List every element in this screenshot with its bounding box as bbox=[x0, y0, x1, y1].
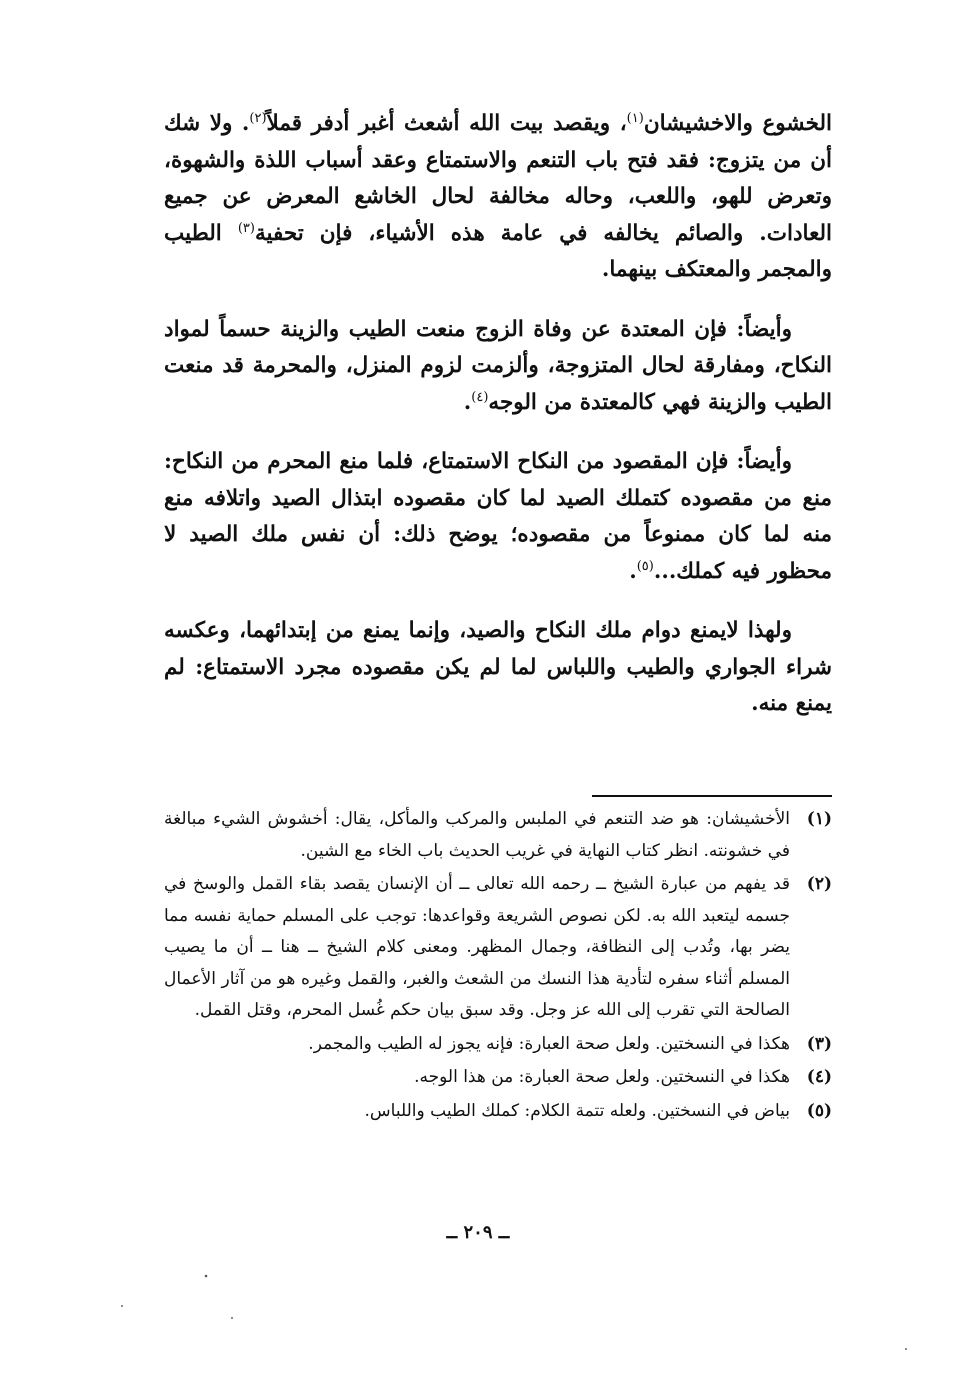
text-run: وأيضاً: فإن المعتدة عن وفاة الزوج منعت الطيب والزينة حسماً لمواد النكاح، ومفارقة لحال المتزوجة، وألزمت لزوم المنزل، والمحرمة قد منعت الطيب والزينة فهي كالمعتدة من الوجه bbox=[164, 316, 832, 415]
footnote-text: هكذا في النسختين. ولعل صحة العبارة: من هذا الوجه. bbox=[414, 1067, 790, 1087]
footnote-number: (٤) bbox=[806, 1067, 832, 1087]
footnote-ref-2: (٢) bbox=[249, 110, 267, 126]
footnote-number: (٣) bbox=[806, 1033, 832, 1054]
text-run: ، ويقصد بيت الله أشعث أغبر أدفر قملاً bbox=[266, 111, 627, 136]
footnote-text: الأخشيشان: هو ضد التنعم في الملبس والمركب والمأكل، يقال: أخشوش الشيء مبالغة في خشونته. انظر كتاب النهاية في غريب الحديث باب الخاء مع الشين. bbox=[164, 809, 790, 861]
text-run: الخشوع والاخشيشان bbox=[643, 111, 832, 136]
text-run: الطيب والمجمر والمعتكف بينهما. bbox=[164, 220, 832, 282]
footnote-text: قد يفهم من عبارة الشيخ ــ رحمه الله تعالى ــ أن الإنسان يقصد بقاء القمل والوسخ في جسمه ليتعبد الله به. لكن نصوص الشريعة وقواعدها: توجب على المسلم حماية نفسه مما يضر بها، وتُدب إلى النظافة، وجمال المظهر. ومعنى كلام الشيخ ــ هنا ــ أن ما يصيب المسلم أثناء سفره لتأدية هذا النسك من الشعث والغبر، والقمل وغيره هو من آثار الأعمال الصالحة التي تقرب إلى الله عز وجل. وقد سبق بيان حكم غُسل المحرم، وقتل القمل. bbox=[164, 874, 790, 1020]
text-run: ولهذا لايمنع دوام ملك النكاح والصيد، وإنما يمنع من إبتدائهما، وعكسه شراء الجواري والطيب واللباس لما لم يكن مقصوده مجرد الاستمتاع: لم يمنع منه. bbox=[164, 618, 832, 716]
footnote-ref-3: (٣) bbox=[237, 220, 255, 236]
footnote-text: هكذا في النسختين. ولعل صحة العبارة: فإنه يجوز له الطيب والمجمر. bbox=[308, 1033, 790, 1054]
footnote-number: (١) bbox=[806, 809, 832, 829]
text-run: . bbox=[463, 389, 472, 415]
footnote-ref-1: (١) bbox=[626, 110, 644, 126]
text-run: . bbox=[629, 558, 637, 584]
footnote-text: بياض في النسختين. ولعله تتمة الكلام: كملك الطيب واللباس. bbox=[364, 1100, 790, 1121]
footnote-ref-4: (٤) bbox=[471, 389, 489, 405]
text-run: . ولا شك أن من يتزوج: فقد فتح باب التنعم والاستمتاع وعقد أسباب اللذة والشهوة، وتعرض للهو، واللعب، وحاله مخالفة لحال الخاشع المعرض عن جميع العادات. والصائم يخالفه في عامة هذه الأشياء، فإن تحفية bbox=[164, 111, 833, 246]
text-run: وأيضاً: فإن المقصود من النكاح الاستمتاع، فلما منع المحرم من النكاح: منع من مقصوده كتملك الصيد لما كان مقصوده ابتذال الصيد واتلافه منع منه لما كان ممنوعاً من مقصوده؛ يوضح ذلك: أن نفس ملك الصيد لا محظور فيه كملك... bbox=[164, 449, 832, 584]
footnote-number: (٥) bbox=[806, 1100, 832, 1121]
footnote-ref-5: (٥) bbox=[636, 558, 654, 574]
page-number: ــ ٢٠٩ ــ bbox=[446, 1222, 510, 1243]
footnote-number: (٢) bbox=[806, 874, 832, 894]
